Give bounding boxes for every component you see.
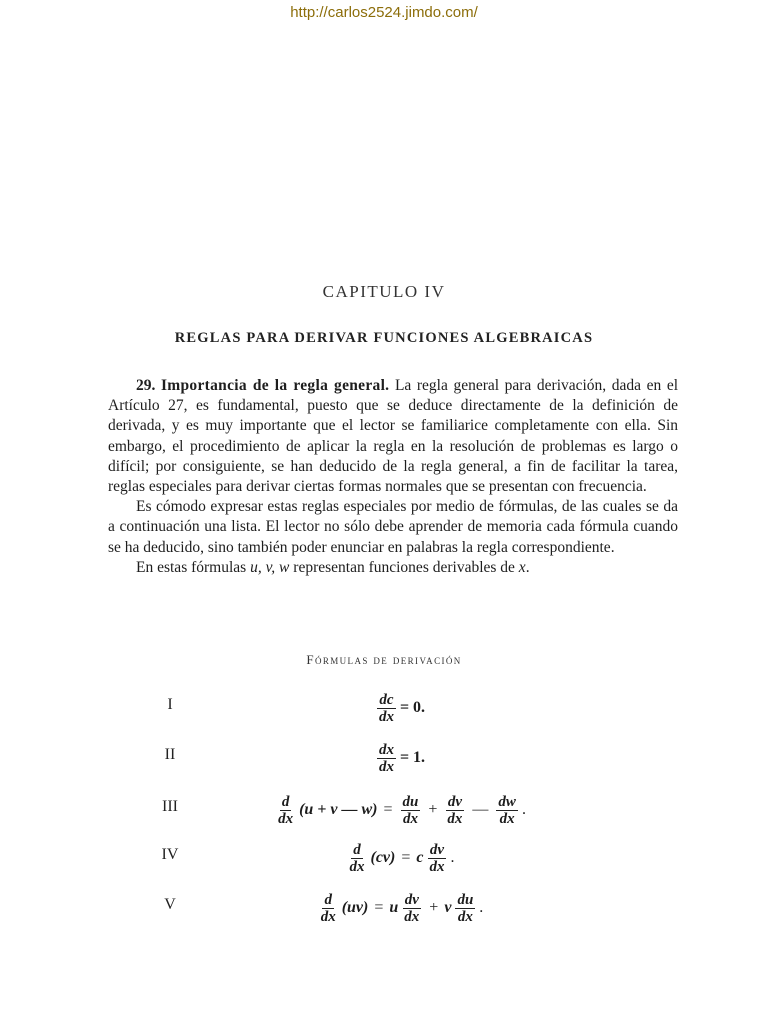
formula-number: V (164, 896, 176, 913)
constant-c: c (416, 849, 424, 866)
fraction-numerator: dx (378, 741, 394, 758)
minus-sign: — (472, 801, 489, 818)
formula-row-1 (0, 686, 768, 730)
formula-argument: (u + v — w) (299, 801, 378, 818)
formula-expression (200, 788, 600, 832)
fraction-numerator: dv (404, 891, 419, 908)
formula-row-3 (0, 788, 768, 832)
fraction-numerator: dv (429, 841, 445, 858)
equals-sign: = (383, 801, 393, 818)
fraction-numerator: d (353, 841, 361, 858)
formula-number: IV (161, 846, 179, 863)
section-body (108, 376, 678, 578)
equals-sign: = (401, 849, 411, 866)
paragraph-1-text: La regla general para derivación, dada en el Artículo 27, es fundamental, puesto que se deduce directamente de la definición de derivada, y es muy importante que el lector se familiarice completamente con ella. Sin embargo, el procedimiento de aplicar la regla en la resolución de problemas es largo o difícil; por consiguiente, se han deducido de la regla general, a fin de facilitar la tarea, reglas especiales para derivar ciertas formas normales que se presentan con frecuencia. (108, 377, 679, 496)
formula-expression (200, 736, 600, 780)
formula-expression (200, 686, 600, 730)
paragraph-2: Es cómodo expresar estas reglas especiales por medio de fórmulas, de las cuales se da a continuación una lista. El lector no sólo debe aprender de memoria cada fórmula cuando se ha deducido, sino también poder enunciar en palabras la regla correspondiente. (108, 498, 678, 556)
plus-sign: + (428, 801, 438, 818)
article-heading: Importancia de la regla general. (160, 377, 390, 394)
paragraph-3-end: . (525, 558, 530, 576)
formula-number: II (164, 746, 176, 763)
formula-rhs: = 0. (399, 699, 426, 716)
equals-sign: = (374, 899, 384, 916)
source-url[interactable]: http://carlos2524.jimdo.com/ (290, 4, 478, 21)
paragraph-3-start: En estas fórmulas (136, 558, 247, 576)
fraction-denominator: dx (499, 810, 515, 827)
fraction-numerator: d (324, 891, 332, 908)
variable-v: v (444, 899, 452, 916)
fraction-numerator: d (281, 793, 290, 810)
variables-uvw: u, v, w (250, 558, 290, 576)
formula-argument: (cv) (370, 849, 396, 866)
fraction-denominator: dx (278, 810, 294, 827)
formula-row-5 (0, 886, 768, 930)
fraction-denominator: dx (378, 758, 394, 775)
fraction-denominator: dx (404, 908, 420, 925)
fraction-denominator: dx (457, 908, 473, 925)
formula-row-2 (0, 736, 768, 780)
fraction-denominator: dx (320, 908, 336, 925)
fraction-denominator: dx (402, 810, 418, 827)
formula-expression (200, 886, 600, 930)
formula-row-4 (0, 836, 768, 880)
variable-x: x (518, 558, 526, 576)
fraction-numerator: dc (379, 691, 394, 708)
paragraph-1 (108, 376, 678, 497)
paragraph-3-middle: representan funciones derivables de (293, 558, 515, 576)
fraction-numerator: dv (447, 793, 462, 810)
chapter-title: REGLAS PARA DERIVAR FUNCIONES ALGEBRAICAS (174, 330, 594, 346)
formula-rhs: = 1. (399, 749, 426, 766)
paragraph-3 (108, 558, 678, 578)
formula-number: III (162, 798, 178, 815)
formula-period: . (521, 801, 526, 818)
fraction-numerator: dw (498, 793, 516, 810)
fraction-numerator: du (402, 793, 419, 810)
fraction-denominator: dx (447, 810, 463, 827)
fraction-denominator: dx (349, 858, 365, 875)
variable-u: u (389, 899, 399, 916)
formula-period: . (450, 849, 455, 866)
article-number: 29. (136, 377, 156, 394)
formula-period: . (479, 899, 484, 916)
formula-expression (200, 836, 600, 880)
formula-argument: (uv) (341, 899, 369, 916)
formulas-heading: Fórmulas de derivación (306, 652, 462, 667)
formula-number: I (167, 696, 173, 713)
chapter-label: CAPITULO IV (322, 282, 446, 301)
fraction-denominator: dx (378, 708, 394, 725)
fraction-denominator: dx (429, 858, 445, 875)
plus-sign: + (429, 899, 439, 916)
fraction-numerator: du (457, 891, 474, 908)
